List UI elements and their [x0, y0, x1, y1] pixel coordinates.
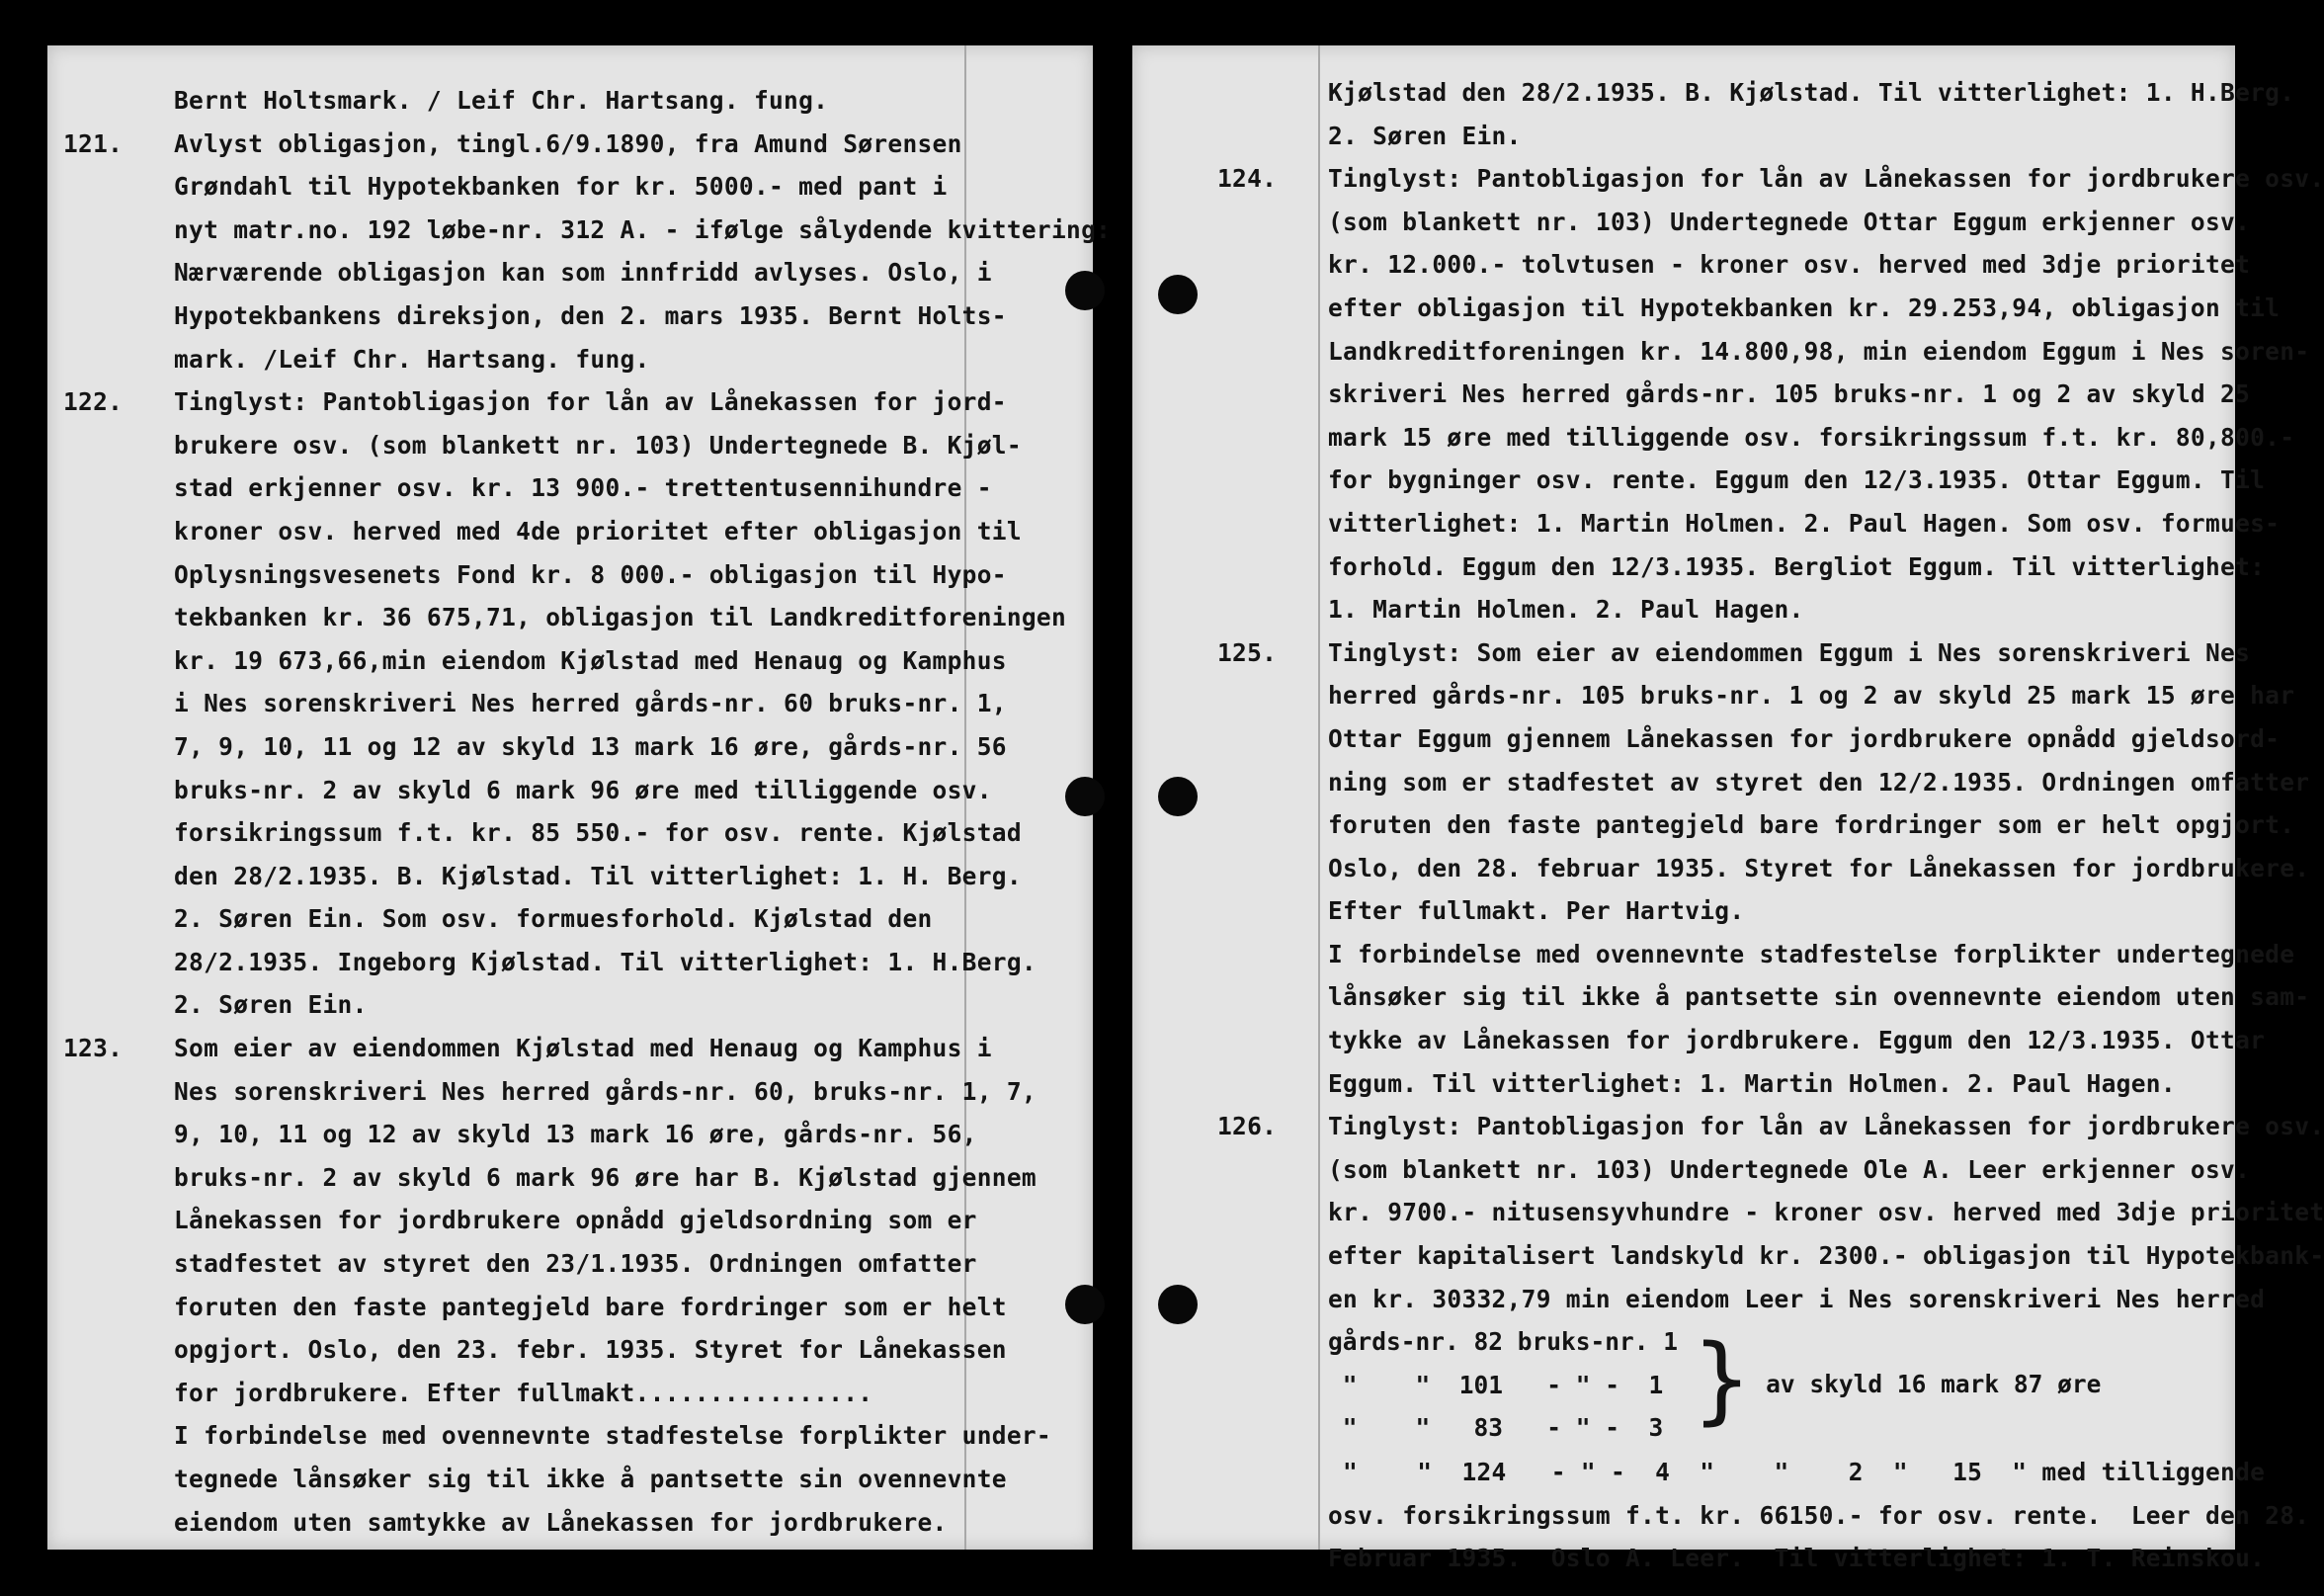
right-page-tail-line: osv. forsikringssum f.t. kr. 66150.- for osv. rente. Leer den 28. [1328, 1500, 2310, 1530]
left-page-line [174, 1070, 1111, 1114]
left-page-line [174, 983, 1111, 1027]
left-page-line [174, 1286, 1111, 1329]
left-page-line [174, 811, 1111, 855]
right-page-line [1328, 933, 2324, 976]
right-page-line [1328, 243, 2324, 287]
right-page-line [1328, 115, 2324, 158]
line-text: opgjort. Oslo, den 23. febr. 1935. Styret for Lånekassen [174, 1335, 1007, 1365]
left-page-line [174, 897, 1111, 941]
line-text: (som blankett nr. 103) Undertegnede Ole A. Leer erkjenner osv. [1328, 1154, 2251, 1184]
line-text: I forbindelse med ovennevnte stadfestelse forplikter undertegnede [1328, 939, 2295, 968]
binding-hole-right-top [1158, 275, 1198, 314]
line-text: Tinglyst: Pantobligasjon for lån av Lånekassen for jordbrukere osv. [1328, 1112, 2324, 1141]
line-text: forhold. Eggum den 12/3.1935. Bergliot Eggum. Til vitterlighet: [1328, 551, 2266, 581]
entry-number: 126. [1217, 1112, 1278, 1141]
line-text: skriveri Nes herred gårds-nr. 105 bruks-nr. 1 og 2 av skyld 25 [1328, 379, 2251, 409]
line-text: herred gårds-nr. 105 bruks-nr. 1 og 2 av skyld 25 mark 15 øre har [1328, 681, 2295, 711]
line-text: Nes sorenskriveri Nes herred gårds-nr. 60, bruks-nr. 1, 7, [174, 1076, 1037, 1106]
line-text: 7, 9, 10, 11 og 12 av skyld 13 mark 16 øre, gårds-nr. 56 [174, 731, 1007, 761]
line-text: nyt matr.no. 192 løbe-nr. 312 A. - ifølge sålydende kvittering: [174, 214, 1112, 244]
line-text: foruten den faste pantegjeld bare fordringer som er helt opgjort. [1328, 810, 2295, 840]
line-text: Oplysningsvesenets Fond kr. 8 000.- obligasjon til Hypo- [174, 559, 1007, 589]
line-text: stadfestet av styret den 23/1.1935. Ordningen omfatter [174, 1249, 977, 1279]
line-text: stad erkjenner osv. kr. 13 900.- trettentusennihundre - [174, 473, 992, 503]
right-page-tail-line: Februar 1935. Oslo A. Leer. Til vitterlighet: 1. T. Reinskou. [1328, 1544, 2266, 1573]
left-page-line [174, 1501, 1111, 1545]
line-text: for bygninger osv. rente. Eggum den 12/3.1935. Ottar Eggum. Til [1328, 465, 2266, 495]
right-page-line [1217, 1105, 2324, 1148]
left-page-line [174, 165, 1111, 209]
right-page-line [1328, 588, 2324, 631]
binding-hole-right-bottom [1158, 1285, 1198, 1324]
line-text: ning som er stadfestet av styret den 12/2.1935. Ordningen omfatter [1328, 767, 2310, 797]
right-page-line [1328, 330, 2324, 374]
left-page-line [63, 1027, 1111, 1070]
line-text: Efter fullmakt. Per Hartvig. [1328, 896, 1745, 926]
right-page-line [1328, 761, 2324, 804]
left-page-line [174, 209, 1111, 252]
line-text: Tinglyst: Pantobligasjon for lån av Lånekassen for jord- [174, 387, 1007, 417]
bracket-row: gårds-nr. 82 bruks-nr. 1 [1328, 1327, 1679, 1356]
bracket-row: " " 83 - " - 3 [1328, 1413, 1664, 1443]
left-page-line [174, 1242, 1111, 1286]
line-text: Oslo, den 28. februar 1935. Styret for Lånekassen for jordbrukere. [1328, 853, 2310, 882]
right-page-line [1328, 1278, 2324, 1321]
left-page-line [174, 1113, 1111, 1156]
bracket-brace: } [1693, 1324, 1751, 1435]
left-page-line [174, 251, 1111, 294]
line-text: forsikringssum f.t. kr. 85 550.- for osv. rente. Kjølstad [174, 818, 1022, 848]
line-text: tegnede lånsøker sig til ikke å pantsette sin ovennevnte [174, 1465, 1007, 1493]
right-page-line [1328, 1019, 2324, 1062]
left-page-line [174, 294, 1111, 338]
right-page [1132, 45, 2324, 1573]
line-text: (som blankett nr. 103) Undertegnede Ottar Eggum erkjenner osv. [1328, 207, 2251, 236]
left-page-line [174, 682, 1111, 725]
right-page-line [1217, 157, 2324, 201]
line-text: Grøndahl til Hypotekbanken for kr. 5000.- med pant i [174, 172, 948, 202]
property-bracket-block [1328, 1320, 2101, 1450]
line-text: kr. 9700.- nitusensyvhundre - kroner osv. herved med 3dje prioritet [1328, 1198, 2324, 1227]
line-text: Avlyst obligasjon, tingl.6/9.1890, fra Amund Sørensen [174, 128, 962, 158]
entry-number: 123. [63, 1034, 124, 1063]
left-page-line [174, 1199, 1111, 1242]
right-page-line [1328, 71, 2324, 115]
line-text: tykke av Lånekassen for jordbrukere. Eggum den 12/3.1935. Ottar [1328, 1026, 2266, 1055]
line-text: bruks-nr. 2 av skyld 6 mark 96 øre med tilliggende osv. [174, 775, 992, 804]
line-text: Tinglyst: Pantobligasjon for lån av Lånekassen for jordbrukere osv. [1328, 164, 2324, 194]
entry-number: 121. [63, 128, 124, 158]
bracket-text: av skyld 16 mark 87 øre [1766, 1370, 2102, 1398]
right-page-line [1328, 416, 2324, 460]
line-text: en kr. 30332,79 min eiendom Leer i Nes sorenskriveri Nes herred [1328, 1284, 2266, 1313]
line-text: foruten den faste pantegjeld bare fordringer som er helt [174, 1292, 1007, 1321]
right-page-line [1328, 803, 2324, 847]
line-text: efter kapitalisert landskyld kr. 2300.- obligasjon til Hypotekbank- [1328, 1241, 2324, 1271]
line-text: kr. 19 673,66,min eiendom Kjølstad med Henaug og Kamphus [174, 645, 1007, 675]
right-page-line [1328, 459, 2324, 502]
line-text: Landkreditforeningen kr. 14.800,98, min eiendom Eggum i Nes soren- [1328, 336, 2310, 366]
line-text: I forbindelse med ovennevnte stadfestelse forplikter under- [174, 1421, 1051, 1451]
line-text: Eggum. Til vitterlighet: 1. Martin Holmen. 2. Paul Hagen. [1328, 1068, 2176, 1098]
line-text: eiendom uten samtykke av Lånekassen for jordbrukere. [174, 1507, 948, 1537]
right-page-margin-line [1318, 45, 1320, 1550]
line-text: mark 15 øre med tilliggende osv. forsikringssum f.t. kr. 80,800.- [1328, 422, 2295, 452]
left-page-line [174, 338, 1111, 381]
left-page-line [174, 510, 1111, 553]
line-text: Lånekassen for jordbrukere opnådd gjeldsordning som er [174, 1206, 977, 1235]
entry-number: 125. [1217, 637, 1278, 667]
line-text: Kjølstad den 28/2.1935. B. Kjølstad. Til vitterlighet: 1. H.Berg. [1328, 78, 2295, 107]
line-text: vitterlighet: 1. Martin Holmen. 2. Paul Hagen. Som osv. formues- [1328, 508, 2281, 538]
line-text: Hypotekbankens direksjon, den 2. mars 1935. Bernt Holts- [174, 300, 1007, 330]
line-text: efter obligasjon til Hypotekbanken kr. 29.253,94, obligasjon til [1328, 293, 2281, 322]
line-text: kr. 12.000.- tolvtusen - kroner osv. herved med 3dje prioritet [1328, 250, 2251, 280]
left-page-line [174, 553, 1111, 597]
right-page-line [1328, 546, 2324, 589]
right-page-line [1328, 1148, 2324, 1192]
line-text: for jordbrukere. Efter fullmakt................ [174, 1378, 873, 1407]
line-text: bruks-nr. 2 av skyld 6 mark 96 øre har B. Kjølstad gjennem [174, 1162, 1037, 1192]
right-page-line [1217, 631, 2324, 675]
left-page-line [174, 725, 1111, 769]
bracket-rows [1328, 1320, 1678, 1450]
right-page-text [1217, 71, 2324, 1320]
left-page-line [174, 1414, 1111, 1458]
right-page-tail-line: " " 124 - " - 4 " " 2 " 15 " med tilliggende [1328, 1458, 2266, 1486]
entry-number: 124. [1217, 164, 1278, 194]
line-text: 2. Søren Ein. [1328, 121, 1522, 150]
entry-number: 122. [63, 387, 124, 417]
bracket-row: " " 101 - " - 1 [1328, 1370, 1664, 1399]
line-text: mark. /Leif Chr. Hartsang. fung. [174, 344, 650, 374]
left-page [47, 45, 1112, 1550]
line-text: 2. Søren Ein. [174, 990, 368, 1020]
left-page-line [174, 424, 1111, 467]
line-text: den 28/2.1935. B. Kjølstad. Til vitterlighet: 1. H. Berg. [174, 861, 1022, 890]
left-page-line [174, 466, 1111, 510]
line-text: i Nes sorenskriveri Nes herred gårds-nr. 60 bruks-nr. 1, [174, 689, 1007, 718]
line-text: 1. Martin Holmen. 2. Paul Hagen. [1328, 595, 1804, 625]
right-page-line [1328, 975, 2324, 1019]
right-page-line [1328, 847, 2324, 890]
line-text: Nærværende obligasjon kan som innfridd avlyses. Oslo, i [174, 258, 992, 288]
right-page-line [1328, 1234, 2324, 1278]
right-page-line [1328, 201, 2324, 244]
left-page-line [174, 941, 1111, 984]
line-text: 28/2.1935. Ingeborg Kjølstad. Til vitterlighet: 1. H.Berg. [174, 947, 1037, 976]
line-text: 2. Søren Ein. Som osv. formuesforhold. Kjølstad den [174, 904, 933, 934]
line-text: 9, 10, 11 og 12 av skyld 13 mark 16 øre, gårds-nr. 56, [174, 1120, 977, 1149]
line-text: brukere osv. (som blankett nr. 103) Undertegnede B. Kjøl- [174, 430, 1022, 460]
left-page-line [63, 380, 1111, 424]
left-page-line [174, 1372, 1111, 1415]
right-page-line [1328, 889, 2324, 933]
line-text: Som eier av eiendommen Kjølstad med Henaug og Kamphus i [174, 1034, 992, 1063]
left-page-line [174, 639, 1111, 683]
right-page-line [1328, 502, 2324, 546]
left-page-line [174, 1458, 1111, 1501]
left-page-line [174, 1328, 1111, 1372]
line-text: lånsøker sig til ikke å pantsette sin ovennevnte eiendom uten sam- [1328, 982, 2310, 1012]
left-page-text [63, 79, 1112, 1544]
right-page-line [1328, 373, 2324, 416]
line-text: Bernt Holtsmark. / Leif Chr. Hartsang. fung. [174, 86, 829, 115]
left-page-line [63, 123, 1111, 166]
line-text: Tinglyst: Som eier av eiendommen Eggum i Nes sorenskriveri Nes [1328, 637, 2251, 667]
right-page-line [1328, 287, 2324, 330]
right-page-line [1328, 1062, 2324, 1106]
binding-hole-right-middle [1158, 777, 1198, 816]
right-page-tail-text [1328, 1451, 2309, 1580]
line-text: kroner osv. herved med 4de prioritet efter obligasjon til [174, 516, 1022, 546]
right-page-line [1328, 1191, 2324, 1234]
left-page-line [174, 1156, 1111, 1200]
left-page-line [174, 855, 1111, 898]
right-page-line [1328, 717, 2324, 761]
right-page-line [1328, 674, 2324, 717]
line-text: Ottar Eggum gjennem Lånekassen for jordbrukere opnådd gjeldsord- [1328, 723, 2281, 753]
left-page-line [174, 596, 1111, 639]
line-text: tekbanken kr. 36 675,71, obligasjon til Landkreditforeningen [174, 603, 1067, 632]
left-page-line [174, 79, 1111, 123]
left-page-line [174, 769, 1111, 812]
